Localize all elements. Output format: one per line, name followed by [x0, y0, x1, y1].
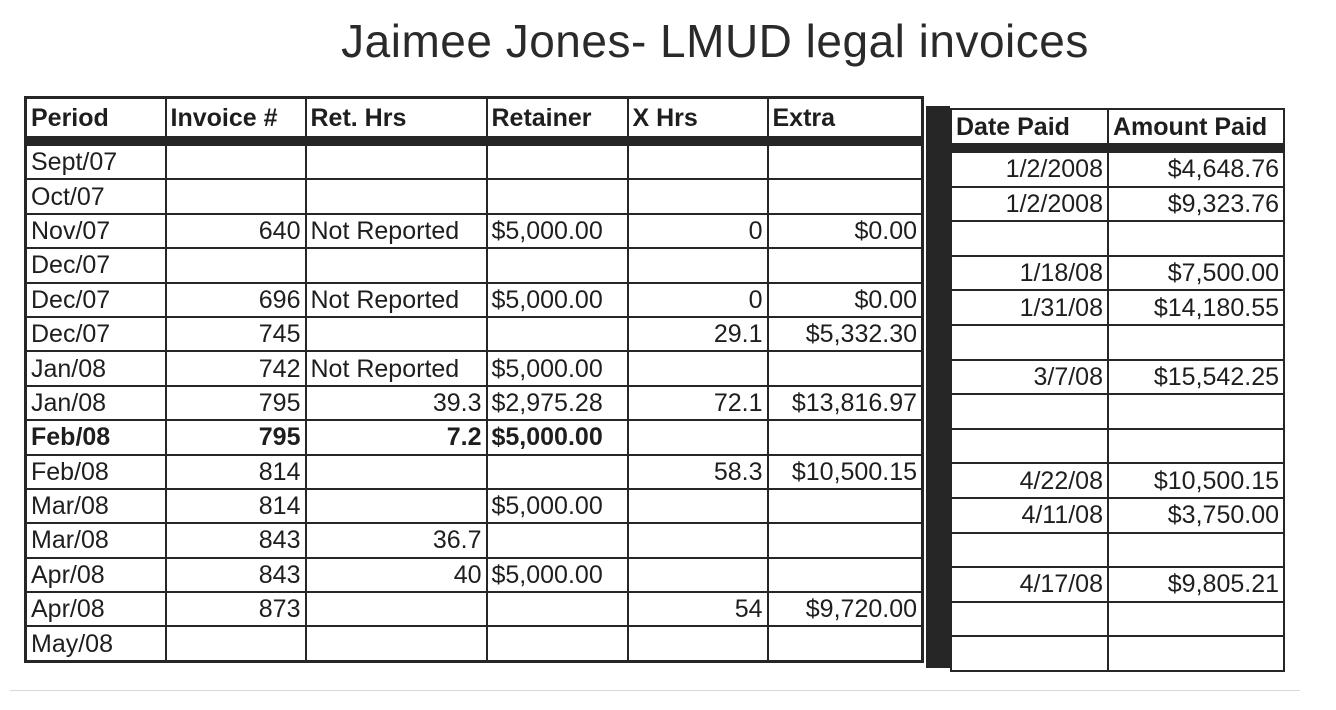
cell-invoice: 745 [166, 317, 306, 351]
table-row [951, 429, 1284, 464]
table-row [951, 256, 1284, 291]
cell-x-hrs [628, 523, 768, 557]
cell-amount-paid: $10,500.15 [1108, 463, 1284, 498]
cell-amount-paid [1108, 602, 1284, 637]
cell-period: Mar/08 [26, 489, 166, 523]
cell-retainer: $5,000.00 [487, 558, 628, 592]
cell-amount-paid: $7,500.00 [1108, 256, 1284, 291]
cell-invoice: 843 [166, 558, 306, 592]
table-row [26, 317, 923, 351]
cell-invoice [166, 248, 306, 282]
document-title: Jaimee Jones- LMUD legal invoices [341, 15, 1089, 67]
table-row [26, 455, 923, 489]
cell-invoice: 640 [166, 214, 306, 248]
cell-x-hrs: 0 [628, 283, 768, 317]
header-period: Period [26, 98, 166, 142]
cell-date-paid [951, 636, 1108, 671]
cell-invoice: 795 [166, 420, 306, 454]
cell-retainer [487, 248, 628, 282]
cell-extra [768, 489, 923, 523]
cell-invoice: 742 [166, 351, 306, 385]
cell-period: Sept/07 [26, 141, 166, 179]
cell-period: Dec/07 [26, 248, 166, 282]
cell-date-paid [951, 325, 1108, 360]
cell-period: Feb/08 [26, 420, 166, 454]
cell-retainer: $5,000.00 [487, 283, 628, 317]
cell-date-paid [951, 602, 1108, 637]
cell-date-paid: 3/7/08 [951, 360, 1108, 395]
table-row [26, 523, 923, 557]
cell-retainer [487, 455, 628, 489]
cell-x-hrs: 0 [628, 214, 768, 248]
cell-x-hrs: 72.1 [628, 386, 768, 420]
cell-amount-paid: $9,805.21 [1108, 567, 1284, 602]
cell-amount-paid [1108, 394, 1284, 429]
cell-x-hrs [628, 420, 768, 454]
cell-period: Dec/07 [26, 317, 166, 351]
cell-extra [768, 141, 923, 179]
cell-invoice: 814 [166, 455, 306, 489]
cell-extra [768, 248, 923, 282]
payment-table [950, 108, 1285, 672]
table-row [26, 592, 923, 626]
cell-period: Apr/08 [26, 558, 166, 592]
cell-ret-hrs: 36.7 [306, 523, 487, 557]
table-row [951, 290, 1284, 325]
cell-x-hrs [628, 179, 768, 213]
cell-retainer: $5,000.00 [487, 420, 628, 454]
cell-period: Jan/08 [26, 386, 166, 420]
cell-extra [768, 626, 923, 661]
cell-period: May/08 [26, 626, 166, 661]
cell-extra [768, 420, 923, 454]
header-ret-hrs: Ret. Hrs [306, 98, 487, 142]
cell-ret-hrs [306, 248, 487, 282]
cell-date-paid [951, 429, 1108, 464]
cell-amount-paid: $9,323.76 [1108, 187, 1284, 222]
payment-table-header [951, 109, 1284, 148]
cell-retainer: $5,000.00 [487, 351, 628, 385]
cell-date-paid: 1/2/2008 [951, 187, 1108, 222]
payment-table-body [951, 148, 1284, 671]
invoice-table-body [26, 141, 923, 661]
table-row [951, 533, 1284, 568]
cell-extra: $5,332.30 [768, 317, 923, 351]
cell-extra [768, 179, 923, 213]
table-row [951, 463, 1284, 498]
paper-edge [10, 690, 1300, 691]
cell-period: Jan/08 [26, 351, 166, 385]
table-row [951, 636, 1284, 671]
cell-invoice: 814 [166, 489, 306, 523]
cell-retainer: $5,000.00 [487, 489, 628, 523]
cell-amount-paid [1108, 221, 1284, 256]
table-row [26, 351, 923, 385]
header-extra: Extra [768, 98, 923, 142]
cell-extra: $0.00 [768, 214, 923, 248]
cell-amount-paid [1108, 533, 1284, 568]
cell-invoice [166, 141, 306, 179]
cell-ret-hrs [306, 489, 487, 523]
table-row [26, 141, 923, 179]
cell-extra: $0.00 [768, 283, 923, 317]
table-row [951, 498, 1284, 533]
cell-ret-hrs: Not Reported [306, 214, 487, 248]
cell-date-paid: 4/17/08 [951, 567, 1108, 602]
cell-ret-hrs [306, 141, 487, 179]
cell-x-hrs [628, 141, 768, 179]
cell-date-paid [951, 221, 1108, 256]
table-row [951, 360, 1284, 395]
cell-x-hrs: 58.3 [628, 455, 768, 489]
column-divider [926, 106, 950, 668]
cell-amount-paid: $14,180.55 [1108, 290, 1284, 325]
table-row [26, 626, 923, 661]
cell-extra: $9,720.00 [768, 592, 923, 626]
cell-amount-paid [1108, 429, 1284, 464]
cell-extra: $13,816.97 [768, 386, 923, 420]
cell-ret-hrs: 39.3 [306, 386, 487, 420]
table-row [26, 386, 923, 420]
cell-ret-hrs: 7.2 [306, 420, 487, 454]
cell-x-hrs [628, 626, 768, 661]
cell-retainer [487, 592, 628, 626]
cell-amount-paid [1108, 636, 1284, 671]
cell-ret-hrs [306, 592, 487, 626]
cell-x-hrs [628, 351, 768, 385]
cell-period: Feb/08 [26, 455, 166, 489]
cell-invoice: 873 [166, 592, 306, 626]
cell-invoice: 843 [166, 523, 306, 557]
cell-retainer [487, 179, 628, 213]
table-row [951, 567, 1284, 602]
table-row [951, 148, 1284, 187]
cell-ret-hrs: 40 [306, 558, 487, 592]
table-row [26, 179, 923, 213]
cell-retainer [487, 141, 628, 179]
cell-ret-hrs: Not Reported [306, 283, 487, 317]
cell-x-hrs: 54 [628, 592, 768, 626]
cell-period: Oct/07 [26, 179, 166, 213]
cell-x-hrs [628, 248, 768, 282]
table-row [26, 558, 923, 592]
cell-x-hrs [628, 558, 768, 592]
header-retainer: Retainer [487, 98, 628, 142]
cell-extra [768, 558, 923, 592]
header-date-paid: Date Paid [951, 109, 1108, 148]
cell-invoice: 696 [166, 283, 306, 317]
cell-retainer: $2,975.28 [487, 386, 628, 420]
cell-invoice: 795 [166, 386, 306, 420]
invoice-table [24, 96, 924, 663]
table-row [951, 394, 1284, 429]
cell-extra [768, 351, 923, 385]
table-row [26, 248, 923, 282]
table-row [951, 325, 1284, 360]
cell-x-hrs: 29.1 [628, 317, 768, 351]
cell-amount-paid: $4,648.76 [1108, 148, 1284, 187]
table-row [26, 214, 923, 248]
cell-ret-hrs [306, 455, 487, 489]
header-amount-paid: Amount Paid [1108, 109, 1284, 148]
cell-period: Mar/08 [26, 523, 166, 557]
cell-invoice [166, 626, 306, 661]
header-x-hrs: X Hrs [628, 98, 768, 142]
table-row [951, 187, 1284, 222]
cell-ret-hrs [306, 317, 487, 351]
cell-extra [768, 523, 923, 557]
cell-x-hrs [628, 489, 768, 523]
table-row [26, 489, 923, 523]
table-row [951, 602, 1284, 637]
cell-date-paid: 4/22/08 [951, 463, 1108, 498]
cell-period: Dec/07 [26, 283, 166, 317]
cell-retainer [487, 523, 628, 557]
cell-date-paid [951, 394, 1108, 429]
cell-amount-paid [1108, 325, 1284, 360]
cell-date-paid: 1/2/2008 [951, 148, 1108, 187]
cell-extra: $10,500.15 [768, 455, 923, 489]
cell-period: Apr/08 [26, 592, 166, 626]
invoice-table-header [26, 98, 923, 142]
table-row [951, 221, 1284, 256]
cell-date-paid: 1/31/08 [951, 290, 1108, 325]
cell-ret-hrs [306, 179, 487, 213]
cell-retainer: $5,000.00 [487, 214, 628, 248]
cell-date-paid [951, 533, 1108, 568]
table-row [26, 420, 923, 454]
cell-ret-hrs: Not Reported [306, 351, 487, 385]
cell-date-paid: 1/18/08 [951, 256, 1108, 291]
cell-period: Nov/07 [26, 214, 166, 248]
cell-retainer [487, 626, 628, 661]
header-invoice-number: Invoice # [166, 98, 306, 142]
cell-invoice [166, 179, 306, 213]
cell-ret-hrs [306, 626, 487, 661]
table-row [26, 283, 923, 317]
cell-amount-paid: $3,750.00 [1108, 498, 1284, 533]
cell-retainer [487, 317, 628, 351]
cell-amount-paid: $15,542.25 [1108, 360, 1284, 395]
cell-date-paid: 4/11/08 [951, 498, 1108, 533]
